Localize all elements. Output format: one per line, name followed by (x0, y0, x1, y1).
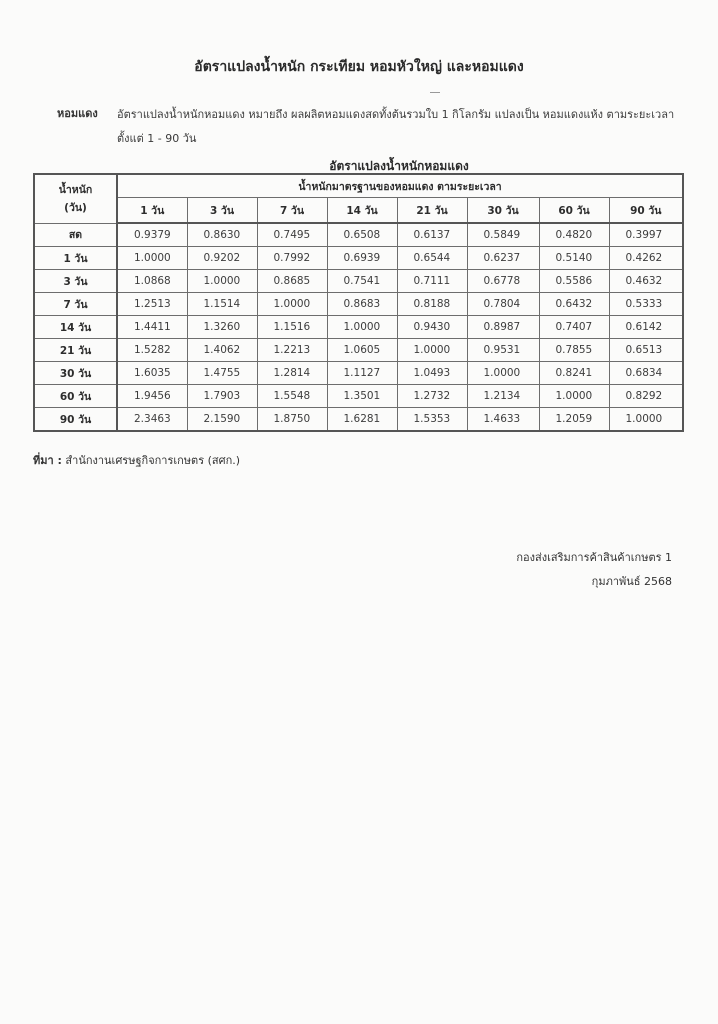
corner-header-line1: น้ำหนัก (58, 183, 93, 196)
table-cell: 1.0000 (609, 408, 683, 432)
table-cell: 0.8685 (257, 270, 327, 293)
table-cell: 0.7111 (397, 270, 467, 293)
table-cell: 0.8292 (609, 385, 683, 408)
table-cell: 0.5333 (609, 293, 683, 316)
table-cell: 0.6432 (539, 293, 609, 316)
table-cell: 0.5586 (539, 270, 609, 293)
table-cell: 0.6137 (397, 223, 467, 247)
table-row (34, 223, 683, 247)
table-cell: 0.7855 (539, 339, 609, 362)
group-header: น้ำหนักมาตรฐานของหอมแดง ตามระยะเวลา (117, 174, 683, 198)
column-header: 7 วัน (257, 198, 327, 224)
table-row (34, 270, 683, 293)
table-cell: 1.0000 (467, 362, 539, 385)
row-header: 30 วัน (34, 362, 117, 385)
table-cell: 0.5140 (539, 247, 609, 270)
table-cell: 1.3501 (327, 385, 397, 408)
table-cell: 0.9379 (117, 223, 187, 247)
table-cell: 0.9202 (187, 247, 257, 270)
table-row (34, 293, 683, 316)
footer-org: กองส่งเสริมการค้าสินค้าเกษตร 1 (516, 551, 672, 564)
table-row (34, 362, 683, 385)
column-header: 14 วัน (327, 198, 397, 224)
table-cell: 0.8241 (539, 362, 609, 385)
table-cell: 0.7495 (257, 223, 327, 247)
row-header: สด (34, 223, 117, 247)
table-cell: 0.7541 (327, 270, 397, 293)
row-header: 7 วัน (34, 293, 117, 316)
table-body (34, 223, 683, 431)
row-header: 14 วัน (34, 316, 117, 339)
table-cell: 0.9430 (397, 316, 467, 339)
source-label: ที่มา : (33, 454, 62, 467)
title-dash (430, 92, 440, 93)
table-cell: 0.6142 (609, 316, 683, 339)
row-header: 60 วัน (34, 385, 117, 408)
table-cell: 1.0000 (257, 293, 327, 316)
table-cell: 1.2134 (467, 385, 539, 408)
corner-header (34, 174, 117, 223)
table-cell: 1.2732 (397, 385, 467, 408)
table-cell: 1.4633 (467, 408, 539, 432)
intro-label: หอมแดง (57, 107, 98, 120)
table-cell: 1.0493 (397, 362, 467, 385)
table-cell: 0.7407 (539, 316, 609, 339)
intro-text: อัตราแปลงน้ำหนักหอมแดง หมายถึง ผลผลิตหอมแดงสดทั้งต้นรวมใบ 1 กิโลกรัม แปลงเป็น หอมแดงแห้ง ตามระยะเวลา ตั้งแต่ 1 - 90 วัน (117, 108, 675, 145)
table-row (34, 385, 683, 408)
table-cell: 0.9531 (467, 339, 539, 362)
table-cell: 0.8987 (467, 316, 539, 339)
row-header: 1 วัน (34, 247, 117, 270)
table-cell: 0.6834 (609, 362, 683, 385)
table-cell: 1.3260 (187, 316, 257, 339)
table-row (34, 247, 683, 270)
column-header: 90 วัน (609, 198, 683, 224)
table-cell: 1.7903 (187, 385, 257, 408)
table-row (34, 316, 683, 339)
table-cell: 1.9456 (117, 385, 187, 408)
table-cell: 0.3997 (609, 223, 683, 247)
table-cell: 2.1590 (187, 408, 257, 432)
table-cell: 0.4820 (539, 223, 609, 247)
table-cell: 0.6237 (467, 247, 539, 270)
source-note (33, 451, 240, 469)
table-cell: 0.4632 (609, 270, 683, 293)
column-header-row (34, 198, 683, 224)
row-header: 21 วัน (34, 339, 117, 362)
table-cell: 1.1514 (187, 293, 257, 316)
table-cell: 0.6939 (327, 247, 397, 270)
row-header: 90 วัน (34, 408, 117, 432)
table-cell: 0.8630 (187, 223, 257, 247)
table-cell: 0.5849 (467, 223, 539, 247)
document-title: อัตราแปลงน้ำหนัก กระเทียม หอมหัวใหญ่ และหอมแดง (194, 59, 524, 75)
table-cell: 1.0000 (327, 316, 397, 339)
table-cell: 1.0000 (187, 270, 257, 293)
table-cell: 0.6544 (397, 247, 467, 270)
table-cell: 1.5282 (117, 339, 187, 362)
table-cell: 0.6778 (467, 270, 539, 293)
table-cell: 1.6281 (327, 408, 397, 432)
table-row (34, 408, 683, 432)
table-cell: 0.7992 (257, 247, 327, 270)
conversion-table (33, 173, 684, 432)
column-header: 60 วัน (539, 198, 609, 224)
table-cell: 1.6035 (117, 362, 187, 385)
row-header: 3 วัน (34, 270, 117, 293)
source-text: สำนักงานเศรษฐกิจการเกษตร (สศก.) (65, 454, 241, 467)
table-cell: 1.0605 (327, 339, 397, 362)
table-cell: 1.0000 (117, 247, 187, 270)
table-title: อัตราแปลงน้ำหนักหอมแดง (329, 159, 469, 173)
table-cell: 2.3463 (117, 408, 187, 432)
table-cell: 1.8750 (257, 408, 327, 432)
table-cell: 1.4062 (187, 339, 257, 362)
table-cell: 1.0000 (539, 385, 609, 408)
table-cell: 1.2059 (539, 408, 609, 432)
table-cell: 0.7804 (467, 293, 539, 316)
table-cell: 1.2814 (257, 362, 327, 385)
table-cell: 1.2213 (257, 339, 327, 362)
table-cell: 1.5548 (257, 385, 327, 408)
table-cell: 1.0000 (397, 339, 467, 362)
table-cell: 0.6513 (609, 339, 683, 362)
footer-date: กุมภาพันธ์ 2568 (591, 575, 672, 588)
table-cell: 0.8188 (397, 293, 467, 316)
table-cell: 1.1127 (327, 362, 397, 385)
column-header: 1 วัน (117, 198, 187, 224)
column-header: 3 วัน (187, 198, 257, 224)
table-cell: 0.4262 (609, 247, 683, 270)
table-cell: 1.4411 (117, 316, 187, 339)
column-header: 30 วัน (467, 198, 539, 224)
corner-header-line2: (วัน) (64, 201, 87, 214)
table-cell: 1.0868 (117, 270, 187, 293)
table-cell: 1.1516 (257, 316, 327, 339)
table-cell: 1.5353 (397, 408, 467, 432)
table-cell: 1.4755 (187, 362, 257, 385)
table-row (34, 339, 683, 362)
table-cell: 0.6508 (327, 223, 397, 247)
table-cell: 1.2513 (117, 293, 187, 316)
column-header: 21 วัน (397, 198, 467, 224)
table-cell: 0.8683 (327, 293, 397, 316)
